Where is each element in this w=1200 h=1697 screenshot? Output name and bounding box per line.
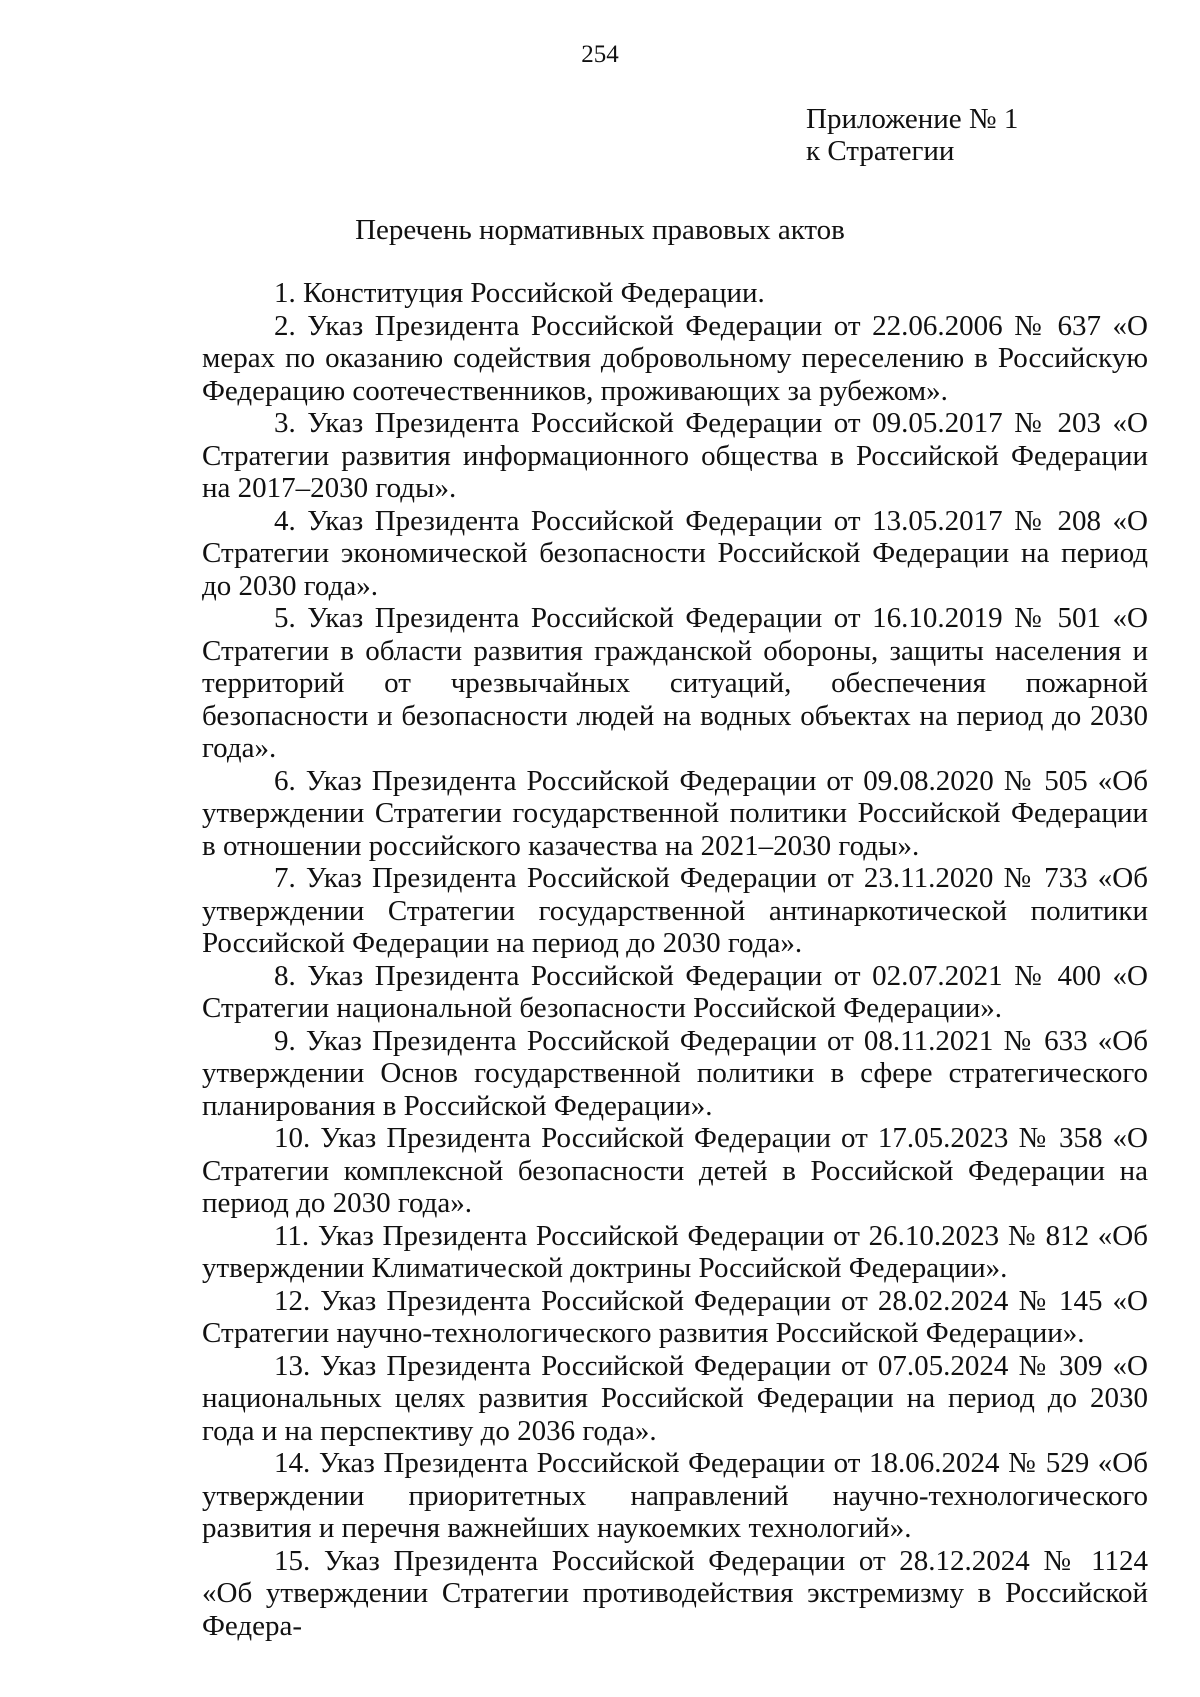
list-item: 7. Указ Президента Российской Федерации от 23.11.2020 № 733 «Об утверждении Стратегии государственной антинаркотической политики Российской Федерации на период до 2030 года». bbox=[202, 862, 1148, 959]
legal-acts-list bbox=[202, 277, 1148, 1642]
list-item: 5. Указ Президента Российской Федерации от 16.10.2019 № 501 «О Стратегии в области развития гражданской обороны, защиты населения и территорий от чрезвычайных ситуаций, обеспечения пожарной безопасности и безопасности людей на водных объектах на период до 2030 года». bbox=[202, 602, 1148, 764]
list-item: 15. Указ Президента Российской Федерации от 28.12.2024 № 1124 «Об утверждении Стратегии противодействия экстремизму в Российской Федера- bbox=[202, 1544, 1148, 1642]
list-item: 11. Указ Президента Российской Федерации от 26.10.2023 № 812 «Об утверждении Климатической доктрины Российской Федерации». bbox=[202, 1219, 1148, 1284]
appendix-reference bbox=[806, 103, 1018, 167]
list-item: 6. Указ Президента Российской Федерации от 09.08.2020 № 505 «Об утверждении Стратегии государственной политики Российской Федерации в отношении российского казачества на 2021–2030 годы». bbox=[202, 764, 1148, 862]
page-number: 254 bbox=[581, 41, 619, 68]
list-item: 1. Конституция Российской Федерации. bbox=[274, 277, 765, 309]
list-item: 2. Указ Президента Российской Федерации от 22.06.2006 № 637 «О мерах по оказанию содействия добровольному переселению в Российскую Федерацию соотечественников, проживающих за рубежом». bbox=[202, 309, 1148, 407]
list-item: 12. Указ Президента Российской Федерации от 28.02.2024 № 145 «О Стратегии научно-технологического развития Российской Федерации». bbox=[202, 1284, 1148, 1349]
list-item: 10. Указ Президента Российской Федерации от 17.05.2023 № 358 «О Стратегии комплексной безопасности детей в Российской Федерации на период до 2030 года». bbox=[202, 1122, 1148, 1219]
list-item: 9. Указ Президента Российской Федерации от 08.11.2021 № 633 «Об утверждении Основ государственной политики в сфере стратегического планирования в Российской Федерации». bbox=[202, 1024, 1148, 1122]
list-item: 14. Указ Президента Российской Федерации от 18.06.2024 № 529 «Об утверждении приоритетных направлений научно-технологического развития и перечня важнейших наукоемких технологий». bbox=[202, 1447, 1148, 1544]
list-item: 8. Указ Президента Российской Федерации от 02.07.2021 № 400 «О Стратегии национальной безопасности Российской Федерации». bbox=[202, 959, 1148, 1024]
appendix-number: Приложение № 1 bbox=[806, 103, 1019, 135]
appendix-target: к Стратегии bbox=[806, 135, 955, 167]
list-item: 4. Указ Президента Российской Федерации от 13.05.2017 № 208 «О Стратегии экономической безопасности Российской Федерации на период до 2030 года». bbox=[202, 504, 1148, 602]
document-title: Перечень нормативных правовых актов bbox=[355, 214, 845, 246]
list-item: 3. Указ Президента Российской Федерации от 09.05.2017 № 203 «О Стратегии развития информационного общества в Российской Федерации на 2017–2030 годы». bbox=[202, 407, 1148, 504]
list-item: 13. Указ Президента Российской Федерации от 07.05.2024 № 309 «О национальных целях развития Российской Федерации на период до 2030 года и на перспективу до 2036 года». bbox=[202, 1349, 1148, 1447]
